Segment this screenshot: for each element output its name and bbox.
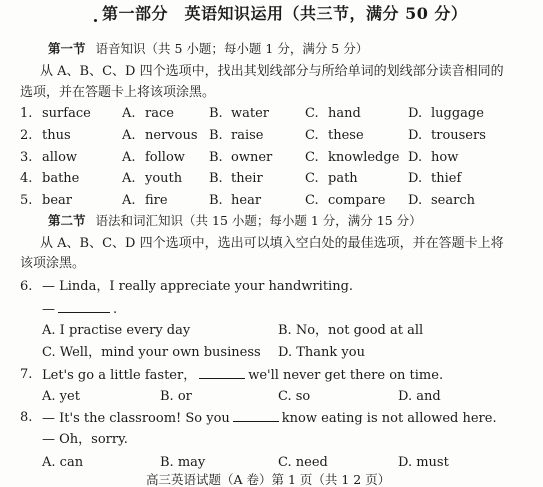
q7-a-text: yet (59, 389, 80, 404)
q6-option-d (278, 345, 365, 361)
q6-a-text: I practise every day (59, 323, 191, 338)
q8-d-text: must (416, 455, 449, 470)
q5-num: 5. (20, 193, 33, 208)
q6-period: . (113, 302, 118, 317)
q7-option-b (160, 389, 192, 405)
q2-C: C. (305, 128, 319, 143)
q7-a-letter: A. (42, 389, 56, 404)
section2-heading: 第二节 (48, 213, 86, 228)
q1-B: B. (209, 106, 223, 121)
q7-option-c (278, 389, 310, 405)
q8-option-b (160, 455, 205, 471)
q7-b-text: or (177, 389, 192, 404)
section1-heading: 第一节 (48, 41, 86, 56)
q3-B: B. (209, 150, 223, 165)
q6-option-a (42, 323, 190, 339)
q8-a-letter: A. (42, 455, 56, 470)
q5-d: search (431, 193, 475, 208)
q4-D: D. (408, 171, 423, 186)
q6-a-letter: A. (42, 323, 56, 338)
q1-num: 1. (20, 106, 33, 121)
q4-word: bathe (42, 171, 80, 186)
q5-C: C. (305, 193, 319, 208)
q4-B: B. (209, 171, 223, 186)
q4-c: path (328, 171, 358, 186)
q7-stem-before: Let's go a little faster， (42, 368, 197, 383)
q7-option-d (398, 389, 441, 405)
q6-line1: — Linda，I really appreciate your handwriting. (42, 279, 354, 294)
q6-blank (58, 301, 110, 313)
q8-option-d (398, 455, 449, 471)
q7-number: 7. (20, 367, 33, 382)
q8-b-text: may (177, 455, 206, 470)
q8-line2: — Oh，sorry. (42, 432, 128, 447)
q4-A: A. (122, 171, 136, 186)
section1-header (48, 41, 368, 57)
q5-c: compare (328, 193, 386, 208)
q1-A: A. (122, 106, 136, 121)
q6-c-text: Well，mind your own business (59, 345, 261, 360)
page-footer: 高三英语试题（A 卷）第 1 页（共 1 2 页） (146, 472, 391, 487)
q7-stem (42, 367, 443, 384)
q8-stem (42, 410, 497, 427)
q5-b: hear (231, 193, 262, 208)
q2-D: D. (408, 128, 423, 143)
q2-a: nervous (145, 128, 198, 143)
section2-header (48, 213, 422, 229)
q2-c: these (328, 128, 364, 143)
q8-b-letter: B. (160, 455, 174, 470)
q1-C: C. (305, 106, 319, 121)
q1-word: surface (42, 106, 91, 121)
q6-d-text: Thank you (296, 345, 365, 360)
q1-a: race (145, 106, 174, 121)
q6-option-b (278, 323, 423, 339)
q4-C: C. (305, 171, 319, 186)
q7-d-text: and (416, 389, 441, 404)
q1-c: hand (328, 106, 361, 121)
q3-C: C. (305, 150, 319, 165)
q6-b-letter: B. (278, 323, 292, 338)
q6-number: 6. (20, 279, 33, 294)
q2-d: trousers (431, 128, 486, 143)
q8-d-letter: D. (398, 455, 413, 470)
q4-a: youth (145, 171, 183, 186)
q1-D: D. (408, 106, 423, 121)
q5-B: B. (209, 193, 223, 208)
q2-word: thus (42, 128, 71, 143)
stray-dot (94, 19, 97, 22)
q8-stem-before: — It's the classroom! So you (42, 411, 230, 426)
q6-option-c (42, 345, 261, 361)
q3-A: A. (122, 150, 136, 165)
section1-instruction-line1: 从 A、B、C、D 四个选项中，找出其划线部分与所给单词的划线部分读音相同的 (40, 64, 504, 79)
section2-subtitle: 语法和词汇知识（共 15 小题；每小题 1 分，满分 15 分） (95, 213, 422, 228)
q3-D: D. (408, 150, 423, 165)
q5-A: A. (122, 193, 136, 208)
q8-number: 8. (20, 410, 33, 425)
q6-dash: — (42, 302, 55, 317)
section1-instruction-line2: 选项，并在答题卡上将该项涂黑。 (20, 85, 216, 100)
q8-c-letter: C. (278, 455, 292, 470)
q3-c: knowledge (328, 150, 400, 165)
q8-a-text: can (59, 455, 84, 470)
q5-word: bear (42, 193, 72, 208)
q7-c-letter: C. (278, 389, 292, 404)
q4-num: 4. (20, 171, 33, 186)
section1-subtitle: 语音知识（共 5 小题；每小题 1 分，满分 5 分） (95, 41, 369, 56)
q3-a: follow (145, 150, 185, 165)
q7-b-letter: B. (160, 389, 174, 404)
q5-a: fire (145, 193, 168, 208)
q6-d-letter: D. (278, 345, 293, 360)
q1-b: water (231, 106, 270, 121)
q7-d-letter: D. (398, 389, 413, 404)
q3-word: allow (42, 150, 78, 165)
q6-b-text: No，not good at all (295, 323, 424, 338)
q6-c-letter: C. (42, 345, 56, 360)
q8-stem-after: know eating is not allowed here. (281, 411, 497, 426)
q3-d: how (431, 150, 459, 165)
q8-option-a (42, 455, 83, 471)
q3-num: 3. (20, 150, 33, 165)
q8-c-text: need (295, 455, 328, 470)
q7-blank (199, 367, 245, 379)
section2-instruction-line1: 从 A、B、C、D 四个选项中，选出可以填入空白处的最佳选项，并在答题卡上将 (40, 236, 504, 251)
q8-blank (233, 410, 279, 422)
q7-stem-after: we'll never get there on time. (248, 368, 444, 383)
q7-c-text: so (295, 389, 311, 404)
section2-instruction-line2: 该项涂黑。 (20, 256, 86, 271)
q4-d: thief (431, 171, 462, 186)
q2-B: B. (209, 128, 223, 143)
q4-b: their (231, 171, 263, 186)
q2-b: raise (231, 128, 264, 143)
q5-D: D. (408, 193, 423, 208)
q8-option-c (278, 455, 328, 471)
q3-b: owner (231, 150, 273, 165)
q6-line2 (42, 301, 117, 318)
q2-A: A. (122, 128, 136, 143)
q7-option-a (42, 389, 80, 405)
q2-num: 2. (20, 128, 33, 143)
q1-d: luggage (431, 106, 484, 121)
part-title: 第一部分 英语知识运用（共三节，满分 50 分） (102, 4, 468, 23)
